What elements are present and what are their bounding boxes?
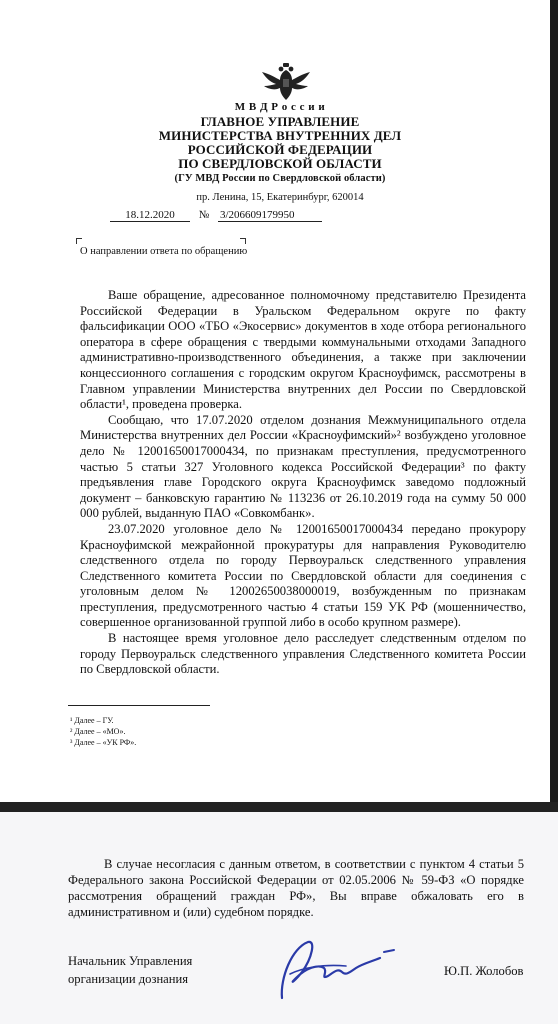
header-line-4: ПО СВЕРДЛОВСКОЙ ОБЛАСТИ xyxy=(178,156,382,171)
footnote-2: ² Далее – «МО». xyxy=(70,727,126,736)
body-paragraph-1: Ваше обращение, адресованное полномочному представителю Президента Российской Федерации в Уральском Федеральном округе по факту фальсификации ООО «ТБО «Экосервис» документов в ходе отбора регионального оператора в сфере обращения с твердыми коммунальными отходами Западного административно-производственного объединения, а также при заключении концессионного соглашения с городским округом Красноуфимск, рассмотрены в Главном управлении Министерства внутренних дел России по Свердловской области¹, проведена проверка. xyxy=(80,288,526,412)
signer-position xyxy=(68,952,192,988)
position-line-2: организации дознания xyxy=(68,972,189,986)
letter-body xyxy=(80,288,526,678)
position-line-1: Начальник Управления xyxy=(68,954,193,968)
body-paragraph-3: 23.07.2020 уголовное дело № 12001650017000434 передано прокурору Красноуфимской межрайонной прокуратуры для направления Руководителю следственного отдела по городу Первоуральск следственного управления Следственного комитета России по Свердловской области для соединения с уголовным делом № 12002650038000019, возбужденным по признакам преступления, предусмотренного частью 4 статьи 159 УК РФ (мошенничество, совершенное организованной группой либо в особо крупном размере). xyxy=(80,521,526,630)
appeal-notice xyxy=(68,856,524,920)
header-line-2: МИНИСТЕРСТВА ВНУТРЕННИХ ДЕЛ xyxy=(158,128,402,143)
page-gap xyxy=(0,802,558,812)
org-short-name: М В Д Р о с с и и xyxy=(234,101,326,113)
subject-bracket-left xyxy=(76,238,82,244)
number-sign: № xyxy=(198,209,210,221)
appeal-paragraph: В случае несогласия с данным ответом, в соответствии с пунктом 4 статьи 5 Федерального закона Российской Федерации от 02.05.2006 № 59-ФЗ «О порядке рассмотрения обращений граждан РФ», Вы вправе обжаловать его в административном и (или) судебном порядке. xyxy=(68,857,524,919)
handwritten-signature xyxy=(262,928,402,1008)
body-paragraph-4: В настоящее время уголовное дело расследует следственным отделом по городу Первоуральск следственного управления Следственного комитета России по Свердловской области. xyxy=(80,631,526,677)
header-line-3: РОССИЙСКОЙ ФЕДЕРАЦИИ xyxy=(187,142,373,157)
org-address: пр. Ленина, 15, Екатеринбург, 620014 xyxy=(196,192,364,203)
subject-bracket-right xyxy=(240,238,246,244)
body-paragraph-2: Сообщаю, что 17.07.2020 отделом дознания Межмуниципального отдела Министерства внутренних дел России «Красноуфимский»² возбуждено уголовное дело № 12001650017000434, по признакам преступления, предусмотренного частью 5 статьи 327 Уголовного кодекса Российской Федерации³ по факту предъявления главе Городского округа Красноуфимск заведомо подложный документ – банковскую гарантию № 113236 от 26.10.2019 года на сумму 50 000 000 рублей, выданную ПАО «Совкомбанк». xyxy=(80,412,526,521)
footnote-divider xyxy=(68,705,210,706)
letter-date: 18.12.2020 xyxy=(110,209,190,222)
subject-line: О направлении ответа по обращению xyxy=(80,246,248,257)
footnote-1: ¹ Далее – ГУ. xyxy=(70,716,114,725)
date-number-line xyxy=(110,209,322,222)
header-abbreviation: (ГУ МВД России по Свердловской области) xyxy=(174,173,386,184)
eagle-emblem-icon xyxy=(258,62,314,104)
footnote-3: ³ Далее – «УК РФ». xyxy=(70,738,137,747)
letter-number: 3/206609179950 xyxy=(218,209,322,222)
header-line-1: ГЛАВНОЕ УПРАВЛЕНИЕ xyxy=(200,114,360,129)
signer-name: Ю.П. Жолобов xyxy=(444,964,524,978)
